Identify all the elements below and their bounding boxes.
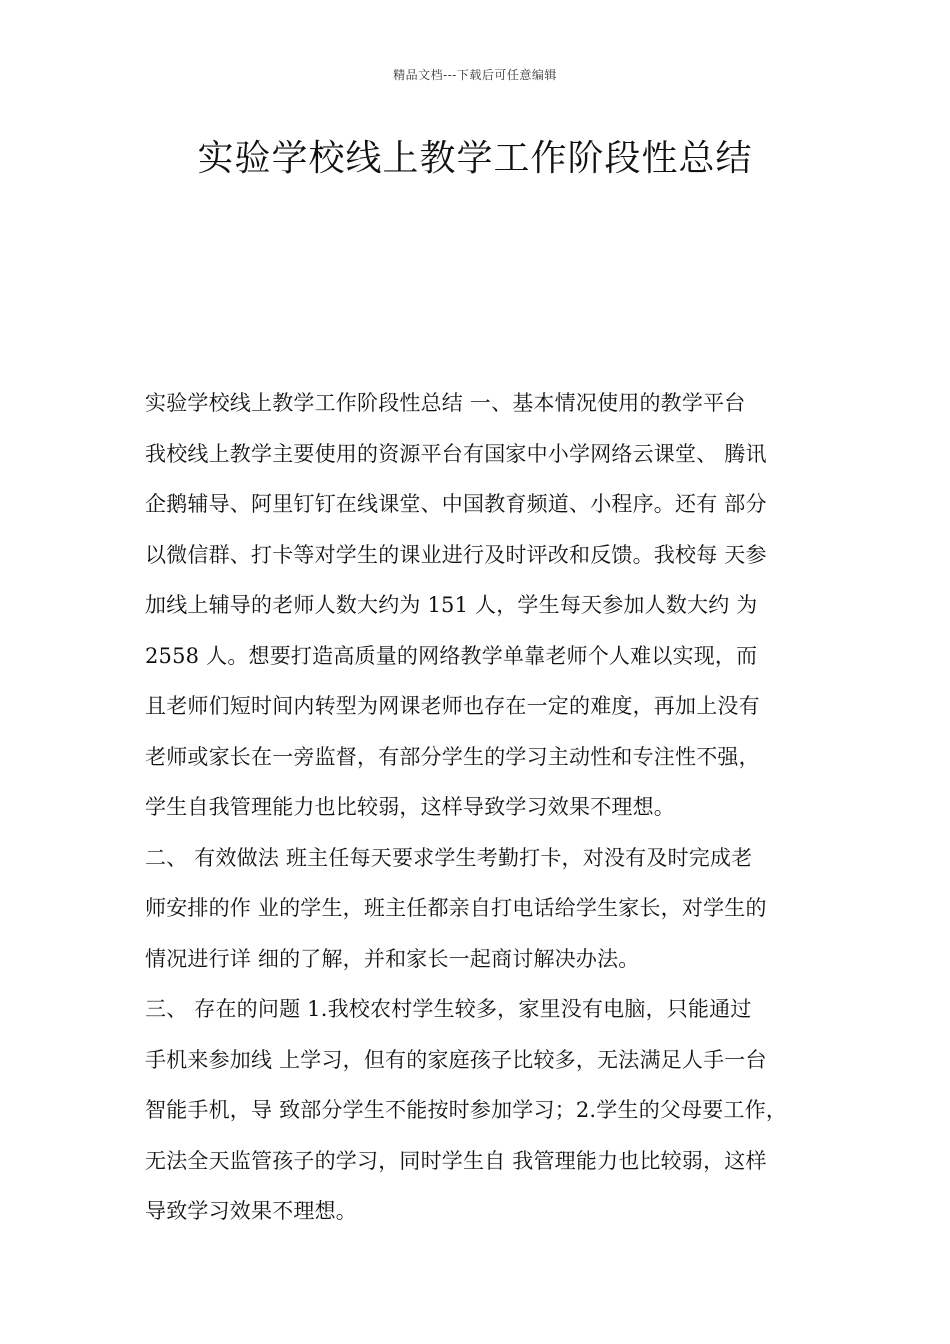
body-line: 企鹅辅导、阿里钉钉在线课堂、中国教育频道、小程序。还有 部分 [145, 492, 767, 516]
body-line: 导致学习效果不理想。 [145, 1199, 357, 1223]
body-line: 且老师们短时间内转型为网课老师也存在一定的难度，再加上没有 [145, 694, 760, 718]
body-line: 实验学校线上教学工作阶段性总结 一、基本情况使用的教学平台 [145, 391, 746, 415]
header-note: 精品文档---下载后可任意编辑 [393, 68, 557, 82]
body-line: 手机来参加线 上学习，但有的家庭孩子比较多，无法满足人手一台 [145, 1047, 767, 1072]
body-line: 加线上辅导的老师人数大约为 151 人，学生每天参加人数大约 为 [145, 593, 758, 617]
body-line: 师安排的作 业的学生，班主任都亲自打电话给学生家长，对学生的 [145, 896, 767, 920]
body-line: 二、 有效做法 班主任每天要求学生考勤打卡，对没有及时完成老 [145, 845, 753, 870]
body-line: 无法全天监管孩子的学习，同时学生自 我管理能力也比较弱，这样 [145, 1148, 767, 1173]
document-title: 实验学校线上教学工作阶段性总结 [197, 138, 753, 179]
document-body [145, 378, 815, 1237]
body-line: 以微信群、打卡等对学生的课业进行及时评改和反馈。我校每 天参 [145, 542, 767, 567]
body-line: 老师或家长在一旁监督，有部分学生的学习主动性和专注性不强， [145, 744, 760, 769]
body-line: 学生自我管理能力也比较弱，这样导致学习效果不理想。 [145, 795, 675, 819]
body-line: 智能手机，导 致部分学生不能按时参加学习；2.学生的父母要工作， [145, 1098, 788, 1122]
body-line: 2558 人。想要打造高质量的网络教学单靠老师个人难以实现，而 [145, 643, 758, 668]
body-line: 情况进行详 细的了解，并和家长一起商讨解决办法。 [145, 946, 640, 971]
body-line: 三、 存在的问题 1.我校农村学生较多，家里没有电脑，只能通过 [145, 997, 752, 1021]
body-line: 我校线上教学主要使用的资源平台有国家中小学网络云课堂、 腾讯 [145, 441, 767, 466]
